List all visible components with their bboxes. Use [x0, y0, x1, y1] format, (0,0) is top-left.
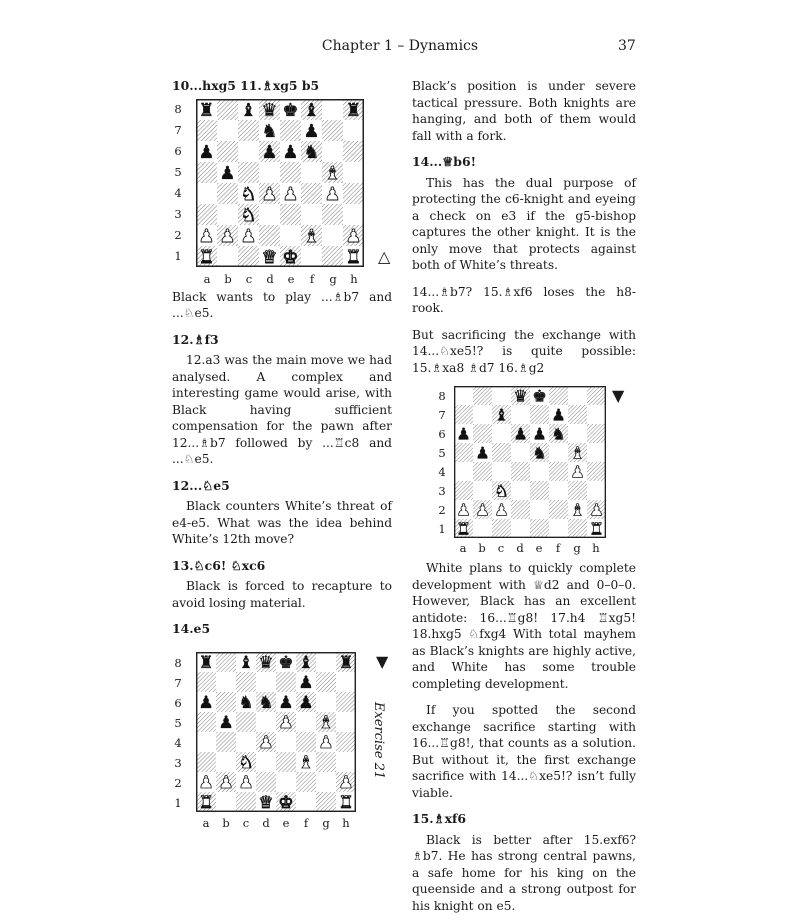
black-pawn-icon: ♟	[513, 424, 528, 444]
board-square	[196, 752, 216, 772]
board-square	[336, 712, 356, 732]
board-square	[236, 792, 256, 812]
board-square	[530, 405, 549, 424]
board-square	[196, 120, 217, 141]
board-square	[454, 405, 473, 424]
white-pawn-icon: ♟	[494, 500, 509, 520]
board-square	[492, 519, 511, 538]
board-square	[549, 500, 568, 519]
paragraph: But sacrificing the exchange with 14...♘xe5!? is quite possible: 15.♗xa8 ♗d7 16.♗g2	[412, 327, 636, 375]
white-knight-icon: ♞	[240, 183, 257, 205]
board-square	[216, 752, 236, 772]
white-pawn-icon: ♟	[258, 732, 274, 753]
black-pawn-icon: ♟	[298, 692, 314, 713]
white-bishop-icon: ♝	[298, 752, 314, 773]
board-square	[296, 792, 316, 812]
board-square	[236, 672, 256, 692]
white-pawn-icon: ♟	[570, 462, 585, 482]
chess-diagram-2: 8 7 6 5 4 3 2 1 ♛ ♚ ♝ ♟ ♟ ♟ ♟ ♞ ♟ ♞ ♝ ♟ ♞ ♟ ♟ ♟ ♝ ♟ ♜ ♜ a b c d e f g h ▼	[438, 386, 625, 555]
board-square	[322, 225, 343, 246]
board-square	[492, 462, 511, 481]
board-square	[196, 204, 217, 225]
page-number: 37	[618, 38, 636, 54]
white-pawn-icon: ♟	[345, 225, 362, 247]
white-bishop-icon: ♝	[318, 712, 334, 733]
board-square	[587, 462, 606, 481]
black-king-icon: ♚	[282, 99, 299, 121]
black-queen-icon: ♛	[258, 652, 274, 673]
black-rook-icon: ♜	[198, 652, 214, 673]
board-square	[587, 424, 606, 443]
board-square	[316, 792, 336, 812]
black-pawn-icon: ♟	[278, 692, 294, 713]
board-square	[296, 772, 316, 792]
board-square	[343, 183, 364, 204]
white-rook-icon: ♜	[198, 792, 214, 812]
white-pawn-icon: ♟	[198, 225, 215, 247]
board-square	[473, 405, 492, 424]
right-column	[412, 78, 636, 924]
paragraph: Black is better after 15.exf6? ♗b7. He has strong central pawns, a safe home for his king on the queenside and a strong outpost for his knight on e5.	[412, 832, 636, 913]
board-square	[217, 204, 238, 225]
white-rook-icon: ♜	[198, 246, 215, 267]
board-square	[530, 519, 549, 538]
board-square	[549, 519, 568, 538]
board-square	[343, 204, 364, 225]
white-pawn-icon: ♟	[338, 772, 354, 793]
exercise-label: Exercise 21	[371, 701, 386, 779]
board-square	[454, 443, 473, 462]
board-square	[568, 481, 587, 500]
white-to-move-marker: △	[378, 246, 391, 266]
board-square	[259, 225, 280, 246]
board-square	[196, 183, 217, 204]
paragraph: White plans to quickly complete development with ♕d2 and 0–0–0. However, Black has an excellent antidote: 16...♖g8! 17.h4 ♖xg5! 18.hxg5 ♘fxg4 With total mayhem as Black’s knights are highly active, and White has some trouble completing development.	[412, 561, 636, 691]
black-queen-icon: ♛	[261, 99, 278, 121]
move-heading: 13.♘c6! ♘xc6	[172, 557, 266, 573]
paragraph: 14...♗b7? 15.♗xf6 loses the h8-rook.	[412, 284, 636, 315]
board-square	[473, 424, 492, 443]
board-square	[238, 162, 259, 183]
black-knight-icon: ♞	[532, 443, 547, 463]
board-square	[280, 120, 301, 141]
black-pawn-icon: ♟	[218, 712, 234, 733]
black-pawn-icon: ♟	[475, 443, 490, 463]
paragraph: Black is forced to recapture to avoid losing material.	[172, 579, 392, 610]
board-square	[568, 424, 587, 443]
board-square	[549, 386, 568, 405]
move-heading: 12.♗f3	[172, 331, 219, 347]
board-square	[296, 712, 316, 732]
running-head: Chapter 1 – Dynamics	[321, 38, 479, 54]
board-square	[316, 752, 336, 772]
chess-diagram-1: 8 7 6 5 4 3 2 1 ♜ ♝ ♛ ♚ ♝ ♜ ♞ ♟ ♟ ♟ ♟ ♞ ♟ ♝ ♞ ♟ ♟ ♟ ♞ ♟ ♟ ♟ ♝ ♟ ♜ ♛ ♚ ♜ a b c d e f g h △	[174, 99, 391, 286]
black-knight-icon: ♞	[551, 424, 566, 444]
white-rook-icon: ♜	[338, 792, 354, 812]
board-square	[216, 792, 236, 812]
board-square	[511, 519, 530, 538]
board-square	[549, 481, 568, 500]
board-square	[301, 246, 322, 267]
board-square	[530, 481, 549, 500]
board-square	[530, 500, 549, 519]
board-square	[322, 120, 343, 141]
white-rook-icon: ♜	[456, 519, 471, 538]
board-square	[217, 183, 238, 204]
chess-board	[196, 99, 364, 267]
board-square	[492, 386, 511, 405]
white-knight-icon: ♞	[240, 204, 257, 226]
board-square	[276, 752, 296, 772]
white-king-icon: ♚	[282, 246, 299, 267]
black-to-move-marker: ▼	[612, 386, 625, 405]
black-pawn-icon: ♟	[298, 672, 314, 693]
white-bishop-icon: ♝	[570, 500, 585, 520]
board-square	[336, 672, 356, 692]
page-header	[0, 38, 800, 58]
white-bishop-icon: ♝	[303, 225, 320, 247]
board-square	[322, 141, 343, 162]
chess-diagram-3: 8 7 6 5 4 3 2 1 ♜ ♝ ♛ ♚ ♝ ♜ ♟ ♟ ♞ ♞ ♟ ♟ ♟ ♟ ♝ ♟ ♟ ♞ ♝ ♟ ♟ ♟ ♟ ♜ ♛ ♚ ♜ a b c d e f g h ▼ Exercise 21	[174, 651, 389, 830]
board-square	[473, 386, 492, 405]
board-square	[336, 692, 356, 712]
black-pawn-icon: ♟	[551, 405, 566, 425]
black-king-icon: ♚	[532, 386, 547, 406]
black-bishop-icon: ♝	[494, 405, 509, 425]
board-square	[259, 204, 280, 225]
board-square	[316, 772, 336, 792]
board-square	[256, 712, 276, 732]
black-pawn-icon: ♟	[303, 120, 320, 142]
move-heading: 10...hxg5 11.♗xg5 b5	[172, 78, 320, 93]
board-square	[511, 500, 530, 519]
board-square	[511, 405, 530, 424]
board-square	[511, 443, 530, 462]
board-square	[236, 732, 256, 752]
black-pawn-icon: ♟	[282, 141, 299, 163]
board-square	[316, 692, 336, 712]
board-square	[343, 162, 364, 183]
white-queen-icon: ♛	[258, 792, 274, 812]
black-queen-icon: ♛	[513, 386, 528, 406]
move-heading: 14.e5	[172, 621, 211, 636]
black-rook-icon: ♜	[198, 99, 215, 121]
black-pawn-icon: ♟	[261, 141, 278, 163]
board-square	[256, 772, 276, 792]
white-pawn-icon: ♟	[475, 500, 490, 520]
white-pawn-icon: ♟	[282, 183, 299, 205]
white-rook-icon: ♜	[345, 246, 362, 267]
white-bishop-icon: ♝	[570, 443, 585, 463]
board-square	[492, 443, 511, 462]
white-knight-icon: ♞	[238, 752, 254, 773]
white-pawn-icon: ♟	[219, 225, 236, 247]
diagram-caption: Black wants to play ...♗b7 and ...♘e5.	[172, 289, 392, 320]
board-square	[296, 732, 316, 752]
board-square	[256, 752, 276, 772]
board-square	[587, 443, 606, 462]
board-square	[217, 141, 238, 162]
board-square	[216, 652, 236, 672]
board-square	[216, 732, 236, 752]
paragraph: This has the dual purpose of protecting the c6-knight and eyeing a check on e3 if the g5-bishop captures the other knight. It is the only move that protects against both of White’s threats.	[412, 175, 636, 272]
black-knight-icon: ♞	[258, 692, 274, 713]
chess-board	[454, 386, 606, 538]
board-square	[276, 772, 296, 792]
black-knight-icon: ♞	[261, 120, 278, 142]
paragraph: Black counters White’s threat of e4-e5. What was the idea behind White’s 12th move?	[172, 499, 392, 546]
black-rook-icon: ♜	[345, 99, 362, 121]
chess-board	[196, 652, 356, 812]
black-king-icon: ♚	[278, 652, 294, 673]
board-square	[343, 120, 364, 141]
white-pawn-icon: ♟	[261, 183, 278, 205]
board-square	[238, 120, 259, 141]
white-pawn-icon: ♟	[240, 225, 257, 247]
board-square	[511, 481, 530, 500]
black-bishop-icon: ♝	[240, 99, 257, 121]
board-square	[530, 462, 549, 481]
board-square	[280, 204, 301, 225]
board-square	[322, 246, 343, 267]
board-square	[454, 481, 473, 500]
black-pawn-icon: ♟	[219, 162, 236, 184]
white-pawn-icon: ♟	[589, 500, 604, 520]
board-square	[568, 386, 587, 405]
board-square	[454, 386, 473, 405]
black-pawn-icon: ♟	[532, 424, 547, 444]
board-square	[196, 732, 216, 752]
white-pawn-icon: ♟	[198, 772, 214, 793]
board-square	[196, 712, 216, 732]
white-pawn-icon: ♟	[278, 712, 294, 733]
board-square	[301, 204, 322, 225]
move-heading: 12...♘e5	[172, 477, 230, 493]
white-king-icon: ♚	[278, 792, 294, 812]
black-rook-icon: ♜	[338, 652, 354, 673]
board-square	[256, 672, 276, 692]
black-bishop-icon: ♝	[298, 652, 314, 673]
black-bishop-icon: ♝	[238, 652, 254, 673]
black-to-move-marker: ▼	[376, 651, 389, 671]
black-knight-icon: ♞	[303, 141, 320, 163]
board-square	[301, 183, 322, 204]
white-bishop-icon: ♝	[324, 162, 341, 184]
board-square	[473, 462, 492, 481]
board-square	[549, 462, 568, 481]
board-square	[343, 141, 364, 162]
white-rook-icon: ♜	[589, 519, 604, 538]
board-square	[511, 462, 530, 481]
left-column	[172, 78, 392, 838]
board-square	[568, 519, 587, 538]
board-square	[216, 692, 236, 712]
black-pawn-icon: ♟	[456, 424, 471, 444]
board-square	[217, 246, 238, 267]
board-square	[216, 672, 236, 692]
board-square	[322, 204, 343, 225]
board-square	[276, 672, 296, 692]
board-square	[276, 732, 296, 752]
board-square	[238, 141, 259, 162]
white-pawn-icon: ♟	[456, 500, 471, 520]
paragraph: Black’s position is under severe tactical pressure. Both knights are hanging, and both of them would fall with a fork.	[412, 79, 636, 143]
paragraph: If you spotted the second exchange sacrifice starting with 16...♖g8!, that counts as a solution. But without it, the first exchange sacrifice with 14...♘xe5!? isn’t fully viable.	[412, 703, 636, 800]
board-square	[301, 162, 322, 183]
board-square	[316, 652, 336, 672]
board-square	[549, 443, 568, 462]
board-square	[492, 424, 511, 443]
black-pawn-icon: ♟	[198, 692, 214, 713]
board-square	[280, 225, 301, 246]
board-square	[316, 672, 336, 692]
board-square	[217, 120, 238, 141]
black-pawn-icon: ♟	[198, 141, 215, 163]
board-square	[196, 672, 216, 692]
board-square	[259, 162, 280, 183]
board-square	[587, 405, 606, 424]
board-square	[587, 386, 606, 405]
white-pawn-icon: ♟	[238, 772, 254, 793]
board-square	[236, 712, 256, 732]
paragraph: 12.a3 was the main move we had analysed. A complex and interesting game would arise, with Black having sufficient compensation for the pawn after 12...♗b7 followed by ...♖c8 and ...♘e5.	[172, 353, 392, 466]
board-square	[238, 246, 259, 267]
board-square	[196, 162, 217, 183]
board-square	[568, 405, 587, 424]
move-heading: 15.♗xf6	[412, 811, 467, 826]
board-square	[587, 481, 606, 500]
board-square	[473, 481, 492, 500]
board-square	[336, 732, 356, 752]
board-square	[322, 99, 343, 120]
white-knight-icon: ♞	[494, 481, 509, 501]
board-square	[280, 162, 301, 183]
black-knight-icon: ♞	[238, 692, 254, 713]
board-square	[336, 752, 356, 772]
white-pawn-icon: ♟	[324, 183, 341, 205]
white-pawn-icon: ♟	[318, 732, 334, 753]
white-queen-icon: ♛	[261, 246, 278, 267]
white-pawn-icon: ♟	[218, 772, 234, 793]
board-square	[473, 519, 492, 538]
move-heading: 14...♕b6!	[412, 154, 477, 169]
board-square	[454, 462, 473, 481]
black-bishop-icon: ♝	[303, 99, 320, 121]
board-square	[217, 99, 238, 120]
